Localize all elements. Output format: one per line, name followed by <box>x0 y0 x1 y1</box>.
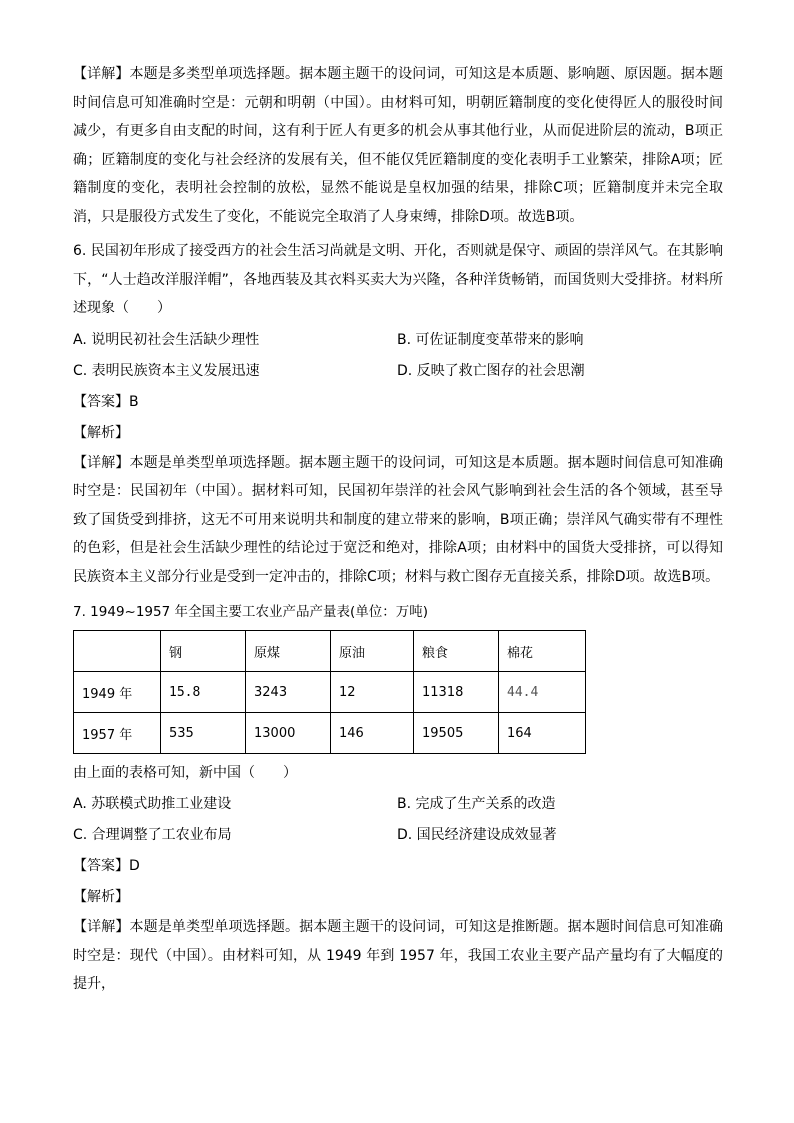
production-table <box>73 630 586 754</box>
table-cell: 535 <box>161 713 246 754</box>
q6-option-d[interactable]: D. 反映了救亡图存的社会思潮 <box>397 362 585 379</box>
q7-stem: 由上面的表格可知，新中国（ ） <box>73 765 297 781</box>
q6-explanation: 【详解】本题是单类型单项选择题。据本题主题干的设问词，可知这是本质题。据本题时间信息可知准确时空是：民国初年（中国）。据材料可知，民国初年崇洋的社会风气影响到社会生活的各个领域，甚至导致了国货受到排挤，这无不可用来说明共和制度的建立带来的影响，B项正确；崇洋风气确实带有不理性的色彩，但是社会生活缺少理性的结论过于宽泛和绝对，排除A项；由材料中的国货大受排挤，可以得知民族资本主义部分行业是受到一定冲击的，排除C项；材料与救亡图存无直接关系，排除D项。故选B项。 <box>73 454 723 585</box>
q7-options-row-2 <box>73 820 723 851</box>
table-header-cell: 粮食 <box>414 631 499 672</box>
table-cell: 1957 年 <box>74 713 161 754</box>
table-row <box>74 672 586 713</box>
table-cell: 15.8 <box>161 672 246 713</box>
table-cell: 44.4 <box>499 672 586 713</box>
q7-explanation: 【详解】本题是单类型单项选择题。据本题主题干的设问词，可知这是推断题。据本题时间信息可知准确时空是：现代（中国）。由材料可知，从 1949 年到 1957 年，我国工农业主要产品产量均有了大幅度的提升， <box>73 919 723 992</box>
table-cell: 19505 <box>414 713 499 754</box>
q7-analysis-label: 【解析】 <box>73 889 129 905</box>
table-cell: 11318 <box>414 672 499 713</box>
q7-option-d[interactable]: D. 国民经济建设成效显著 <box>397 827 557 843</box>
q6-option-a[interactable]: A. 说明民初社会生活缺少理性 <box>73 331 260 348</box>
document-page <box>73 60 723 999</box>
table-row <box>74 713 586 754</box>
q6-options-row-1 <box>73 325 723 356</box>
table-header-cell: 原油 <box>331 631 414 672</box>
q7-answer: 【答案】D <box>73 858 140 874</box>
table-header-row <box>74 631 586 672</box>
q6-option-c[interactable]: C. 表明民族资本主义发展迅速 <box>73 362 260 379</box>
q7-option-b[interactable]: B. 完成了生产关系的改造 <box>397 796 556 812</box>
table-header-cell: 棉花 <box>499 631 586 672</box>
table-cell: 13000 <box>246 713 331 754</box>
q6-options-row-2 <box>73 356 723 387</box>
q7-option-c[interactable]: C. 合理调整了工农业布局 <box>73 827 232 843</box>
table-cell: 164 <box>499 713 586 754</box>
table-cell: 12 <box>331 672 414 713</box>
q6-analysis-label: 【解析】 <box>73 424 129 441</box>
table-cell: 1949 年 <box>74 672 161 713</box>
table-cell: 146 <box>331 713 414 754</box>
q6-answer: 【答案】B <box>73 393 139 410</box>
q7-option-a[interactable]: A. 苏联模式助推工业建设 <box>73 796 232 812</box>
q7-title: 7. 1949~1957 年全国主要工农业产品产量表(单位：万吨) <box>73 604 429 620</box>
table-header-cell: 钢 <box>161 631 246 672</box>
q5-explanation: 【详解】本题是多类型单项选择题。据本题主题干的设问词，可知这是本质题、影响题、原因题。据本题时间信息可知准确时空是：元朝和明朝（中国）。由材料可知，明朝匠籍制度的变化使得匠人的服役时间减少，有更多自由支配的时间，这有利于匠人有更多的机会从事其他行业，从而促进阶层的流动，B项正确；匠籍制度的变化与社会经济的发展有关，但不能仅凭匠籍制度的变化表明手工业繁荣，排除A项；匠籍制度的变化，表明社会控制的放松，显然不能说是皇权加强的结果，排除C项；匠籍制度并未完全取消，只是服役方式发生了变化，不能说完全取消了人身束缚，排除D项。故选B项。 <box>73 66 723 225</box>
q7-options-row-1 <box>73 789 723 820</box>
table-header-cell <box>74 631 161 672</box>
q6-stem: 6. 民国初年形成了接受西方的社会生活习尚就是文明、开化，否则就是保守、顽固的崇洋风气。在其影响下，“人士趋改洋服洋帽”，各地西装及其衣料买卖大为兴隆，各种洋货畅销，而国货则大受排挤。材料所述现象（ ） <box>73 243 723 316</box>
q6-option-b[interactable]: B. 可佐证制度变革带来的影响 <box>397 331 584 348</box>
table-cell: 3243 <box>246 672 331 713</box>
table-header-cell: 原煤 <box>246 631 331 672</box>
